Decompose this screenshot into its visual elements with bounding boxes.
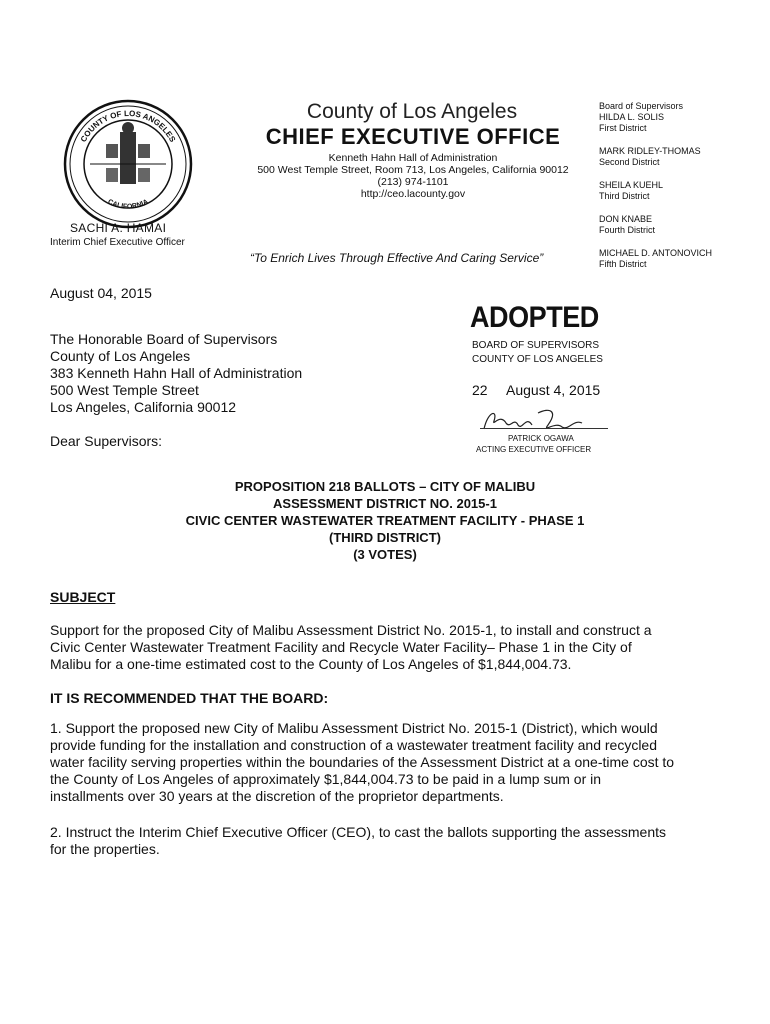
heading-line: PROPOSITION 218 BALLOTS – CITY OF MALIBU [234, 479, 536, 494]
member-name: SHEILA KUEHL [599, 180, 664, 190]
board-member [599, 214, 769, 236]
address-line-1: Kenneth Hahn Hall of Administration [328, 152, 498, 164]
address-line: Los Angeles, California 90012 [50, 399, 237, 415]
recommendation-label: IT IS RECOMMENDED THAT THE BOARD: [50, 690, 329, 706]
county-seal-logo [62, 98, 194, 230]
address-line: The Honorable Board of Supervisors [50, 331, 278, 347]
stamp-date: August 4, 2015 [506, 382, 601, 398]
county-name: County of Los Angeles [306, 100, 518, 123]
signer-name: PATRICK OGAWA [508, 434, 574, 443]
board-of-supervisors-list [599, 101, 769, 282]
county-motto: “To Enrich Lives Through Effective And Caring Service” [250, 251, 544, 265]
member-district: Second District [599, 157, 660, 167]
member-name: MICHAEL D. ANTONOVICH [599, 248, 713, 258]
member-name: MARK RIDLEY-THOMAS [599, 146, 701, 156]
officer-title: Interim Chief Executive Officer [50, 237, 185, 248]
member-district: Fourth District [599, 225, 656, 235]
member-name: HILDA L. SOLIS [599, 112, 665, 122]
board-member [599, 112, 769, 134]
salutation: Dear Supervisors: [50, 433, 163, 449]
paragraph-line: Malibu for a one-time estimated cost to the County of Los Angeles of $1,844,004.73. [50, 656, 572, 672]
heading-line: (THIRD DISTRICT) [329, 530, 441, 545]
phone-number: (213) 974-1101 [377, 176, 449, 188]
website-link[interactable]: http://ceo.lacounty.gov [360, 188, 466, 200]
recommendation-item-2 [50, 824, 740, 858]
paragraph-line: Support for the proposed City of Malibu Assessment District No. 2015-1, to install and construct a [50, 622, 652, 638]
member-name: DON KNABE [599, 214, 653, 224]
signature-line [480, 428, 608, 429]
adopted-stamp-body [472, 339, 603, 367]
member-district: Third District [599, 191, 650, 201]
office-title: CHIEF EXECUTIVE OFFICE [265, 124, 561, 149]
subject-label: SUBJECT [50, 589, 116, 605]
paragraph-line: Civic Center Wastewater Treatment Facility and Recycle Water Facility– Phase 1 in the City of [50, 639, 632, 655]
heading-line: CIVIC CENTER WASTEWATER TREATMENT FACILITY - PHASE 1 [185, 513, 585, 528]
address-line-2: 500 West Temple Street, Room 713, Los Angeles, California 90012 [257, 164, 569, 176]
paragraph-line: for the properties. [50, 841, 160, 857]
paragraph-line: water facility serving properties within the boundaries of the Assessment District at a one-time cost to [50, 754, 675, 770]
address-line: 500 West Temple Street [50, 382, 199, 398]
heading-line: (3 VOTES) [353, 547, 417, 562]
paragraph-line: provide funding for the installation and construction of a wastewater treatment facility and recycled [50, 737, 657, 753]
office-address [250, 152, 576, 200]
paragraph-line: 1. Support the proposed new City of Malibu Assessment District No. 2015-1 (District), which would [50, 720, 658, 736]
paragraph-line: the County of Los Angeles of approximately $1,844,004.73 to be paid in a lump sum or in [50, 771, 602, 787]
board-member [599, 146, 769, 168]
board-member [599, 180, 769, 202]
subject-paragraph [50, 622, 740, 673]
officer-name: SACHI A. HAMAI [70, 221, 167, 235]
heading-line: ASSESSMENT DISTRICT NO. 2015-1 [273, 496, 497, 511]
stamp-line-2: COUNTY OF LOS ANGELES [472, 354, 603, 365]
stamp-line-1: BOARD OF SUPERVISORS [472, 340, 600, 351]
adopted-stamp-title: ADOPTED [470, 301, 599, 334]
handwritten-signature [478, 403, 588, 437]
stamp-item-number: 22 [472, 382, 488, 398]
board-member [599, 248, 769, 270]
paragraph-line: 2. Instruct the Interim Chief Executive Officer (CEO), to cast the ballots supporting the assessments [50, 824, 667, 840]
signer-title: ACTING EXECUTIVE OFFICER [476, 445, 592, 454]
member-district: Fifth District [599, 259, 647, 269]
paragraph-line: installments over 30 years at the discretion of the proprietor departments. [50, 788, 504, 804]
svg-text:CALIFORNIA: CALIFORNIA [106, 198, 150, 211]
address-line: 383 Kenneth Hahn Hall of Administration [50, 365, 303, 381]
member-district: First District [599, 123, 647, 133]
inside-address [50, 331, 302, 416]
board-header: Board of Supervisors [599, 101, 684, 111]
letter-date: August 04, 2015 [50, 285, 152, 301]
svg-text:COUNTY OF LOS ANGELES: COUNTY OF LOS ANGELES [78, 108, 178, 144]
document-heading [0, 478, 770, 563]
recommendation-item-1 [50, 720, 740, 805]
address-line: County of Los Angeles [50, 348, 191, 364]
